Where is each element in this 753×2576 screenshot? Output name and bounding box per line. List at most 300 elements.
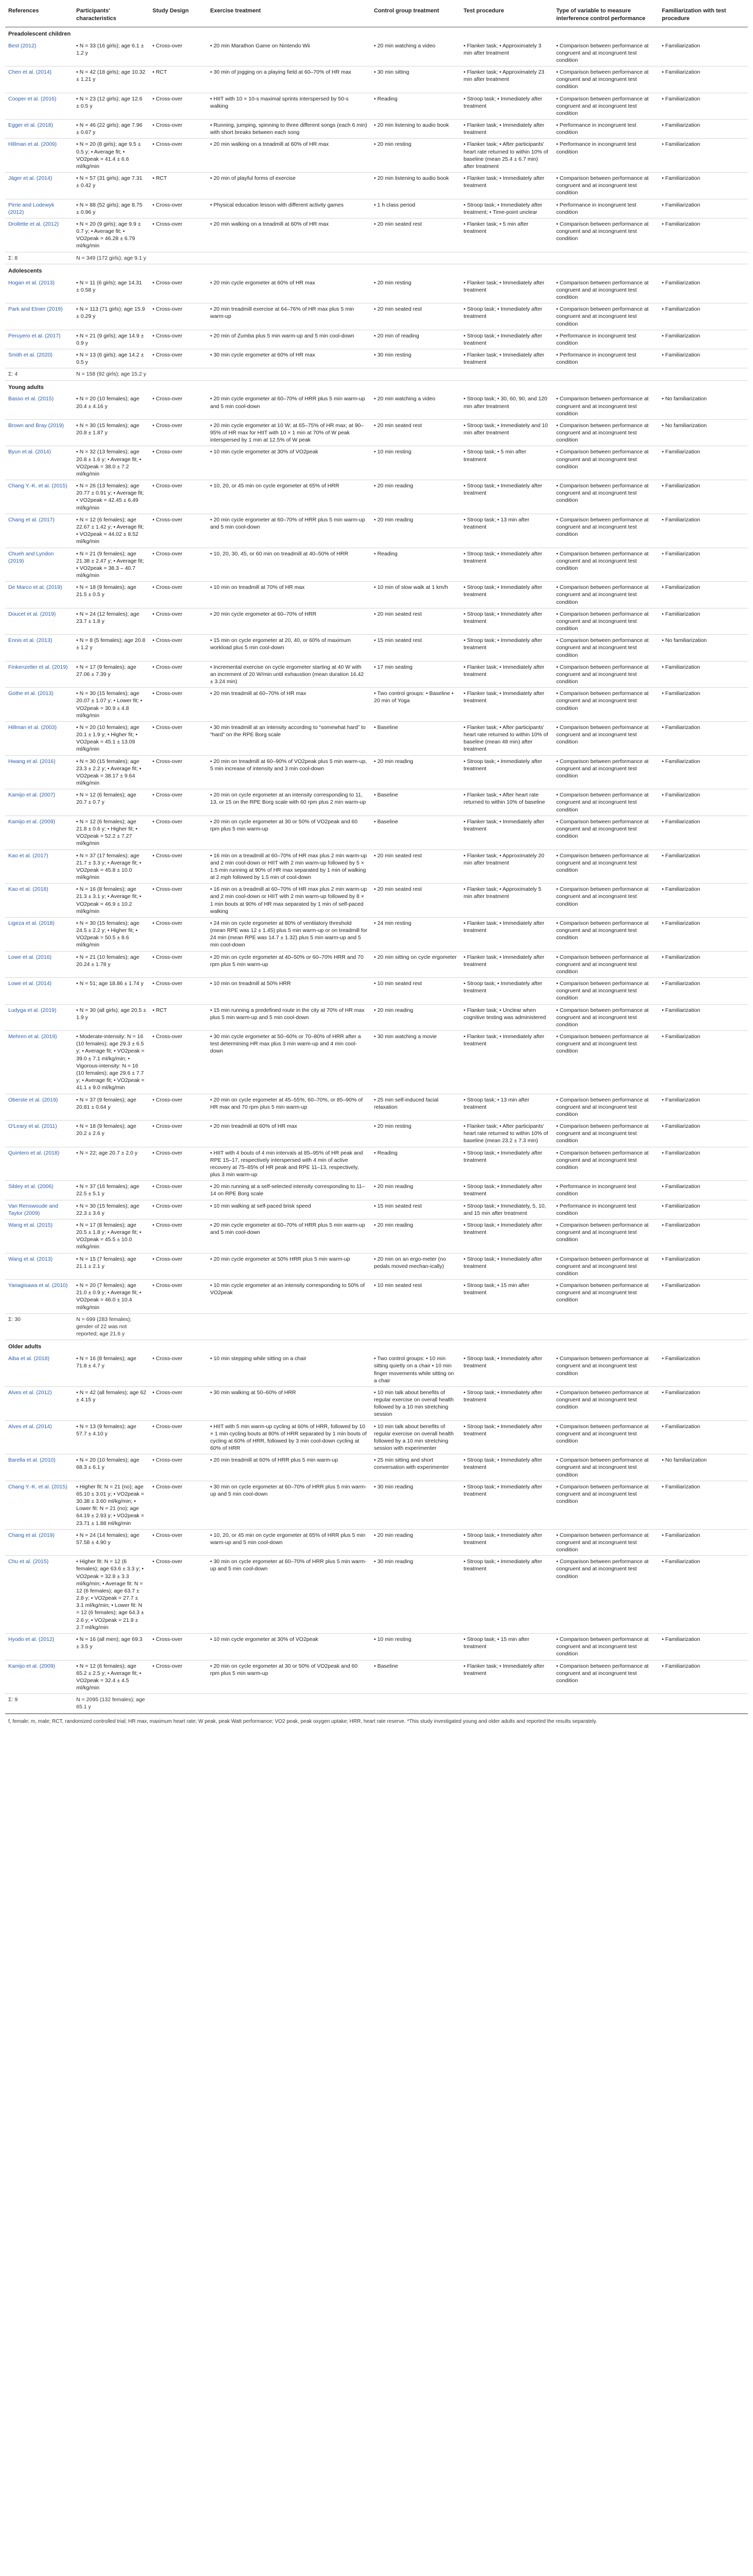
cell-control-treatment: • 20 min on an ergo-meter (no pedals moved mechan-ically) — [371, 1253, 460, 1280]
cell-familiarization: • Familiarization — [659, 1253, 748, 1280]
cell-exercise-treatment: • 10 min cycle ergometer at 30% of VO2peak — [207, 1634, 371, 1660]
cell-participants: • N = 24 (14 females); age 57.58 ± 4.90 y — [73, 1529, 149, 1556]
summary-count: Σ: 9 — [5, 1694, 73, 1713]
cell-reference[interactable]: Oberste et al. (2019) — [5, 1094, 73, 1121]
cell-variable-type: • Performance in incongruent test condition — [553, 199, 659, 218]
cell-test-procedure: • Flanker task; • Immediately after treatment — [460, 173, 553, 199]
cell-study-design: • Cross-over — [149, 884, 207, 918]
summary-empty-cell — [553, 1694, 659, 1713]
cell-participants: • N = 12 (6 females); age 21.8 ± 0.6 y; • Higher fit; • VO2peak = 52.2 ± 7.27 ml/kg/min — [73, 816, 149, 850]
summary-empty-cell — [149, 252, 207, 264]
cell-reference[interactable]: Chang et al. (2019) — [5, 1529, 73, 1556]
cell-test-procedure: • Flanker task; • Approximately 5 min after treatment — [460, 884, 553, 918]
cell-familiarization: • Familiarization — [659, 661, 748, 688]
cell-test-procedure: • Flanker task; • Immediately after treatment — [460, 917, 553, 951]
cell-variable-type: • Comparison between performance at congruent and at incongruent test condition — [553, 514, 659, 548]
cell-exercise-treatment: • 20 min treadmill at 60–70% of HR max — [207, 688, 371, 722]
cell-variable-type: • Performance in incongruent test condition — [553, 1181, 659, 1200]
cell-reference[interactable]: Chang Y.-K. et al. (2015) — [5, 480, 73, 514]
table-row — [5, 173, 748, 199]
cell-exercise-treatment: • 30 min on cycle ergometer at 60–70% of HRR plus 5 min warm-up and 5 min cool-down — [207, 1556, 371, 1634]
cell-test-procedure: • Stroop task; • Immediately after treatment; • Time-point unclear — [460, 199, 553, 218]
cell-reference[interactable]: Basso et al. (2015) — [5, 393, 73, 419]
cell-participants: • N = 30 (all girls); age 20.5 ± 1.9 y — [73, 1004, 149, 1031]
cell-test-procedure: • Flanker task; • After participants' heart rate returned to within 10% of baseline (mean 25.4 ± 6.7 min) after treatment — [460, 139, 553, 173]
cell-familiarization: • Familiarization — [659, 277, 748, 303]
cell-reference[interactable]: Kamijo et al. (2007) — [5, 789, 73, 816]
cell-participants: • N = 22; age 20.7 ± 2.0 y — [73, 1147, 149, 1181]
cell-study-design: • Cross-over — [149, 951, 207, 978]
cell-participants: • N = 37 (17 females); age 21.7 ± 3.3 y; • Average fit; • VO2peak = 45.8 ± 10.0 ml/kg/min — [73, 850, 149, 884]
cell-familiarization: • Familiarization — [659, 816, 748, 850]
table-row — [5, 1353, 748, 1386]
cell-control-treatment: • 10 min seated rest — [371, 1280, 460, 1314]
cell-exercise-treatment: • 20 min treadmill at 60% of HR max — [207, 1121, 371, 1147]
cell-control-treatment: • 20 min reading — [371, 1004, 460, 1031]
cell-study-design: • Cross-over — [149, 582, 207, 608]
cell-participants: • N = 16 (all men); age 69.3 ± 3.5 y — [73, 1634, 149, 1660]
cell-participants: • N = 8 (5 females); age 20.8 ± 1.2 y — [73, 635, 149, 662]
cell-variable-type: • Comparison between performance at congruent and at incongruent test condition — [553, 608, 659, 635]
cell-reference[interactable]: Park and Etnier (2019) — [5, 303, 73, 330]
cell-reference[interactable]: Chueh and Lyndon (2019) — [5, 548, 73, 582]
cell-test-procedure: • Stroop task; • Immediately after treatment — [460, 635, 553, 662]
table-row — [5, 1280, 748, 1314]
table-row — [5, 1200, 748, 1219]
table-row — [5, 393, 748, 419]
cell-participants: • N = 18 (9 females); age 21.5 ± 0.5 y — [73, 582, 149, 608]
cell-control-treatment: • 15 min seated rest — [371, 635, 460, 662]
cell-exercise-treatment: • 20 min treadmill at 60% of HRR plus 5 min warm-up — [207, 1454, 371, 1481]
cell-variable-type: • Performance in incongruent test condition — [553, 1200, 659, 1219]
cell-study-design: • Cross-over — [149, 1280, 207, 1314]
cell-control-treatment: • 20 min of reading — [371, 330, 460, 349]
cell-reference[interactable]: De Marco et al. (2019) — [5, 582, 73, 608]
cell-reference[interactable]: Cooper et al. (2016) — [5, 93, 73, 120]
cell-study-design: • Cross-over — [149, 277, 207, 303]
cell-control-treatment: • 30 min resting — [371, 349, 460, 368]
cell-control-treatment: • 20 min seated rest — [371, 884, 460, 918]
table-row — [5, 1481, 748, 1529]
table-body — [5, 27, 748, 1713]
cell-control-treatment: • 10 min talk about benefits of regular exercise on overall health followed by a 10 min stretching session with experimenter — [371, 1420, 460, 1454]
cell-variable-type: • Comparison between performance at congruent and at incongruent test condition — [553, 1004, 659, 1031]
cell-reference[interactable]: Hwang et al. (2016) — [5, 755, 73, 789]
summary-empty-cell — [371, 1694, 460, 1713]
cell-familiarization: • Familiarization — [659, 1386, 748, 1420]
cell-reference[interactable]: Quintero et al. (2018) — [5, 1147, 73, 1181]
cell-familiarization: • No familiarization — [659, 393, 748, 419]
cell-study-design: • Cross-over — [149, 120, 207, 139]
cell-exercise-treatment: • 20 min on cycle ergometer at 45–55%, 60–70%, or 85–90% of HR max and 70 rpm plus 5 min warm-up — [207, 1094, 371, 1121]
summary-empty-cell — [207, 1694, 371, 1713]
cell-familiarization: • Familiarization — [659, 1094, 748, 1121]
cell-test-procedure: • Stroop task; • Immediately after treatment — [460, 978, 553, 1005]
cell-exercise-treatment: • 30 min of jogging on a playing field at 60–70% of HR max — [207, 66, 371, 93]
cell-participants: • Moderate-intensity: N = 16 (10 females); age 29.3 ± 6.5 y; • Average fit; • VO2peak = 39.0 ± 7.1 ml/kg/min; • Vigorous-intensity: N = 16 (10 females); age 29.6 ± 7.7 y; • Average fit; • VO2peak = 41.1 ± 9.0 ml/kg/min — [73, 1031, 149, 1094]
cell-reference[interactable]: Wang et al. (2015) — [5, 1219, 73, 1253]
cell-control-treatment: • 25 min self-induced facial relaxation — [371, 1094, 460, 1121]
cell-reference[interactable]: Kamijo et al. (2009) — [5, 1660, 73, 1694]
summary-empty-cell — [371, 1313, 460, 1340]
cell-control-treatment: • 20 min seated rest — [371, 850, 460, 884]
cell-reference[interactable]: Barella et al. (2010) — [5, 1454, 73, 1481]
cell-participants: • N = 32 (13 females); age 20.8 ± 1.6 y; • Average fit; • VO2peak = 38.0 ± 7.2 ml/kg/min — [73, 446, 149, 480]
cell-reference[interactable]: Chang Y.-K. et al. (2015) — [5, 1481, 73, 1529]
cell-reference[interactable]: O'Leary et al. (2011) — [5, 1121, 73, 1147]
cell-variable-type: • Comparison between performance at congruent and at incongruent test condition — [553, 1147, 659, 1181]
table-row — [5, 951, 748, 978]
cell-study-design: • RCT — [149, 66, 207, 93]
cell-study-design: • Cross-over — [149, 1481, 207, 1529]
cell-exercise-treatment: • Physical education lesson with different activity games — [207, 199, 371, 218]
cell-exercise-treatment: • HIIT with 5 min warm-up cycling at 60% of HRR, followed by 10 × 1 min cycling bouts at 80% of HRR separated by 1 min bouts of cycling at 60% of HRR, followed by 3 min cool-down cycling at 60% of HRR — [207, 1420, 371, 1454]
summary-count: Σ: 8 — [5, 252, 73, 264]
cell-familiarization: • Familiarization — [659, 199, 748, 218]
cell-familiarization: • No familiarization — [659, 419, 748, 446]
summary-participants: N = 349 (172 girls); age 9.1 y — [73, 252, 149, 264]
cell-participants: • N = 88 (52 girls); age 8.75 ± 0.96 y — [73, 199, 149, 218]
cell-reference[interactable]: Ligeza et al. (2018) — [5, 917, 73, 951]
cell-exercise-treatment: • 20 min walking on a treadmill at 60% of HR max — [207, 218, 371, 252]
cell-exercise-treatment: • 20 min on cycle ergometer at an intensity corresponding to 11, 13, or 15 on the RPE Borg scale with 60 rpm plus 2 min warm-up — [207, 789, 371, 816]
cell-exercise-treatment: • 15 min running a predefined route in the city at 70% of HR max plus 5 min warm-up and 5 min cool-down — [207, 1004, 371, 1031]
document-page — [5, 0, 748, 1725]
cell-familiarization: • Familiarization — [659, 884, 748, 918]
cell-familiarization: • No familiarization — [659, 1454, 748, 1481]
cell-test-procedure: • Stroop task; • 15 min after treatment — [460, 1280, 553, 1314]
cell-exercise-treatment: • 10 min stepping while sitting on a chair — [207, 1353, 371, 1386]
cell-participants: • N = 21 (9 girls); age 14.9 ± 0.9 y — [73, 330, 149, 349]
cell-familiarization: • Familiarization — [659, 608, 748, 635]
table-row — [5, 884, 748, 918]
cell-study-design: • Cross-over — [149, 917, 207, 951]
cell-variable-type: • Comparison between performance at congruent and at incongruent test condition — [553, 93, 659, 120]
table-row — [5, 66, 748, 93]
cell-familiarization: • Familiarization — [659, 93, 748, 120]
cell-study-design: • Cross-over — [149, 419, 207, 446]
header-references: References — [5, 4, 73, 27]
cell-variable-type: • Comparison between performance at congruent and at incongruent test condition — [553, 1420, 659, 1454]
header-control-treatment: Control group treatment — [371, 4, 460, 27]
cell-exercise-treatment: • 16 min on a treadmill at 60–70% of HR max plus 2 min warm-up and 2 min cool-down or HIIT with 2 min warm-up followed by 5 × 1.5 min running at 90% of HR max separated by 1 min of walking at 2 mph followed by 1.5 min of cool-down — [207, 850, 371, 884]
cell-reference[interactable]: Drollette et al. (2012) — [5, 218, 73, 252]
table-row — [5, 1121, 748, 1147]
cell-exercise-treatment: • 20 min cycle ergometer at 10 W; at 65–75% of HR max; at 90–95% of HR max for HIIT with 10 × 1 min at 70% of W peak interspersed by 1 min at 12.5% of W peak — [207, 419, 371, 446]
cell-exercise-treatment: • 20 min cycle ergometer at 60–70% of HRR plus 5 min warm-up and 5 min cool-down — [207, 1219, 371, 1253]
cell-reference[interactable]: Kamijo et al. (2009) — [5, 816, 73, 850]
cell-study-design: • Cross-over — [149, 1147, 207, 1181]
cell-reference[interactable]: Doucet et al. (2019) — [5, 608, 73, 635]
table-row — [5, 1556, 748, 1634]
cell-participants: • N = 20 (10 females); age 20.4 ± 4.16 y — [73, 393, 149, 419]
cell-control-treatment: • 1 h class period — [371, 199, 460, 218]
cell-variable-type: • Comparison between performance at congruent and at incongruent test condition — [553, 635, 659, 662]
cell-participants: • N = 20 (10 females); age 20.1 ± 1.9 y; • Higher fit; • VO2peak = 45.1 ± 13.09 ml/kg/min — [73, 721, 149, 755]
cell-study-design: • Cross-over — [149, 1634, 207, 1660]
cell-control-treatment: • 20 min resting — [371, 1121, 460, 1147]
cell-variable-type: • Comparison between performance at congruent and at incongruent test condition — [553, 661, 659, 688]
cell-participants: • N = 15 (7 females); age 21.1 ± 2.1 y — [73, 1253, 149, 1280]
cell-control-treatment: • 17 min seating — [371, 661, 460, 688]
summary-empty-cell — [207, 1313, 371, 1340]
table-row — [5, 978, 748, 1005]
cell-control-treatment: • 20 min reading — [371, 1181, 460, 1200]
cell-control-treatment: • 30 min reading — [371, 1481, 460, 1529]
cell-exercise-treatment: • 20 min on cycle ergometer at 40–50% or 60–70% HRR and 70 rpm plus 5 min warm-up — [207, 951, 371, 978]
cell-familiarization: • Familiarization — [659, 978, 748, 1005]
cell-reference[interactable]: Hyodo et al. (2012) — [5, 1634, 73, 1660]
cell-reference[interactable]: Ennis et al. (2013) — [5, 635, 73, 662]
cell-variable-type: • Comparison between performance at congruent and at incongruent test condition — [553, 1219, 659, 1253]
cell-test-procedure: • Flanker task; • Immediately after treatment — [460, 661, 553, 688]
table-row — [5, 303, 748, 330]
summary-empty-cell — [371, 252, 460, 264]
cell-control-treatment: • 20 min reading — [371, 480, 460, 514]
cell-participants: • N = 33 (16 girls); age 6.1 ± 1.2 y — [73, 40, 149, 66]
cell-test-procedure: • Stroop task; • Immediately after treatment — [460, 1420, 553, 1454]
summary-participants: N = 699 (283 females); gender of 22 was not reported; age 21.6 y — [73, 1313, 149, 1340]
cell-participants: • N = 21 (10 females); age 20.24 ± 1.78 y — [73, 951, 149, 978]
table-row — [5, 661, 748, 688]
cell-exercise-treatment: • 20 min treadmill exercise at 64–76% of HR max plus 5 min warm-up — [207, 303, 371, 330]
cell-exercise-treatment: • 10 min on treadmill at 50% HRR — [207, 978, 371, 1005]
cell-reference[interactable]: Alves et al. (2012) — [5, 1386, 73, 1420]
cell-study-design: • Cross-over — [149, 40, 207, 66]
cell-control-treatment: • 24 min resting — [371, 917, 460, 951]
header-participants: Participants' characteristics — [73, 4, 149, 27]
summary-row — [5, 368, 748, 380]
cell-exercise-treatment: • 20 min cycle ergometer at 60% of HR max — [207, 277, 371, 303]
cell-test-procedure: • Flanker task; • Approximately 3 min after treatment — [460, 40, 553, 66]
cell-study-design: • Cross-over — [149, 1031, 207, 1094]
cell-control-treatment: • 20 min seated rest — [371, 303, 460, 330]
cell-participants: • N = 16 (8 females); age 21.3 ± 3.1 y; • Average fit; • VO2peak = 46.9 ± 10.2 ml/kg/min — [73, 884, 149, 918]
cell-reference[interactable]: Hogan et al. (2013) — [5, 277, 73, 303]
cell-reference[interactable]: Chang et al. (2017) — [5, 514, 73, 548]
table-row — [5, 139, 748, 173]
cell-familiarization: • Familiarization — [659, 139, 748, 173]
summary-count: Σ: 4 — [5, 368, 73, 380]
cell-exercise-treatment: • 30 min walking at 50–60% of HRR — [207, 1386, 371, 1420]
cell-test-procedure: • Stroop task; • Immediately after treatment — [460, 330, 553, 349]
summary-empty-cell — [553, 1313, 659, 1340]
cell-reference[interactable]: Hillman et al. (2009) — [5, 139, 73, 173]
cell-study-design: • Cross-over — [149, 608, 207, 635]
cell-variable-type: • Comparison between performance at congruent and at incongruent test condition — [553, 66, 659, 93]
table-row — [5, 635, 748, 662]
cell-variable-type: • Comparison between performance at congruent and at incongruent test condition — [553, 978, 659, 1005]
cell-reference[interactable]: Egger et al. (2018) — [5, 120, 73, 139]
cell-study-design: • Cross-over — [149, 1556, 207, 1634]
cell-familiarization: • Familiarization — [659, 1353, 748, 1386]
cell-reference[interactable]: Kao et al. (2017) — [5, 850, 73, 884]
section-title: Adolescents — [8, 267, 42, 274]
cell-reference[interactable]: Chu et al. (2015) — [5, 1556, 73, 1634]
cell-study-design: • Cross-over — [149, 1181, 207, 1200]
cell-participants: • N = 20 (9 girls); age 9.9 ± 0.7 y; • Average fit; • VO2peak = 46.28 ± 6.79 ml/kg/min — [73, 218, 149, 252]
cell-variable-type: • Comparison between performance at congruent and at incongruent test condition — [553, 1660, 659, 1694]
cell-reference[interactable]: Brown and Bray (2019) — [5, 419, 73, 446]
cell-test-procedure: • Stroop task; • Immediately after treatment — [460, 303, 553, 330]
cell-variable-type: • Comparison between performance at congruent and at incongruent test condition — [553, 480, 659, 514]
cell-study-design: • Cross-over — [149, 816, 207, 850]
cell-reference[interactable]: Hillman et al. (2003) — [5, 721, 73, 755]
summary-row — [5, 1694, 748, 1713]
cell-exercise-treatment: • 20 min walking on a treadmill at 60% of HR max — [207, 139, 371, 173]
cell-reference[interactable]: Kao et al. (2018) — [5, 884, 73, 918]
summary-empty-cell — [149, 1694, 207, 1713]
cell-reference[interactable]: Finkenzeller et al. (2019) — [5, 661, 73, 688]
cell-study-design: • Cross-over — [149, 1660, 207, 1694]
cell-control-treatment: • Baseline — [371, 1660, 460, 1694]
cell-test-procedure: • Flanker task; • Unclear when cognitive testing was administered — [460, 1004, 553, 1031]
table-row — [5, 1219, 748, 1253]
table-row — [5, 1454, 748, 1481]
cell-variable-type: • Comparison between performance at congruent and at incongruent test condition — [553, 884, 659, 918]
section-title: Preadolescent children — [8, 30, 71, 37]
cell-variable-type: • Comparison between performance at congruent and at incongruent test condition — [553, 789, 659, 816]
cell-test-procedure: • Flanker task; • Approximately 23 min after treatment — [460, 66, 553, 93]
cell-exercise-treatment: • 16 min on a treadmill at 60–70% of HR max plus 2 min warm-up and 2 min cool-down or HIIT with 2 min warm-up followed by 8 × 1 min bouts at 90% of HR max separated by 1 min of self-paced walking — [207, 884, 371, 918]
cell-exercise-treatment: • 20 min Marathon Game on Nintendo Wii — [207, 40, 371, 66]
cell-variable-type: • Performance in incongruent test condition — [553, 139, 659, 173]
cell-reference[interactable]: Lowe et al. (2014) — [5, 978, 73, 1005]
table-row — [5, 514, 748, 548]
table-row — [5, 548, 748, 582]
cell-reference[interactable]: Chen et al. (2014) — [5, 66, 73, 93]
cell-control-treatment: • 25 min sitting and short conversation with experimenter — [371, 1454, 460, 1481]
cell-reference[interactable]: Lowe et al. (2016) — [5, 951, 73, 978]
cell-reference[interactable]: Gothe et al. (2013) — [5, 688, 73, 722]
cell-familiarization: • Familiarization — [659, 755, 748, 789]
cell-test-procedure: • Stroop task; • Immediately after treatment — [460, 1253, 553, 1280]
summary-empty-cell — [553, 368, 659, 380]
cell-participants: • N = 17 (8 females); age 20.5 ± 1.8 y; • Average fit; • VO2peak = 45.5 ± 10.0 ml/kg/min — [73, 1219, 149, 1253]
cell-variable-type: • Comparison between performance at congruent and at incongruent test condition — [553, 582, 659, 608]
cell-reference[interactable]: Best (2012) — [5, 40, 73, 66]
cell-study-design: • Cross-over — [149, 1094, 207, 1121]
cell-reference[interactable]: Ludyga et al. (2019) — [5, 1004, 73, 1031]
cell-familiarization: • Familiarization — [659, 1004, 748, 1031]
cell-participants: • N = 37 (9 females); age 20.81 ± 0.64 y — [73, 1094, 149, 1121]
cell-test-procedure: • Stroop task; • 30, 60, 90, and 120 min after treatment — [460, 393, 553, 419]
cell-familiarization: • Familiarization — [659, 1200, 748, 1219]
cell-reference[interactable]: Mehren et al. (2019) — [5, 1031, 73, 1094]
table-row — [5, 1634, 748, 1660]
cell-study-design: • Cross-over — [149, 1219, 207, 1253]
cell-study-design: • Cross-over — [149, 1121, 207, 1147]
cell-test-procedure: • Flanker task; • Immediately after treatment — [460, 816, 553, 850]
cell-participants: • N = 30 (15 females); age 24.5 ± 2.2 y; • Higher fit; • VO2peak = 50.5 ± 8.6 ml/kg/min — [73, 917, 149, 951]
cell-participants: • N = 13 (9 females); age 57.7 ± 4.10 y — [73, 1420, 149, 1454]
table-row — [5, 755, 748, 789]
cell-variable-type: • Comparison between performance at congruent and at incongruent test condition — [553, 721, 659, 755]
table-row — [5, 218, 748, 252]
table-row — [5, 277, 748, 303]
cell-familiarization: • Familiarization — [659, 789, 748, 816]
cell-familiarization: • Familiarization — [659, 1219, 748, 1253]
cell-familiarization: • Familiarization — [659, 303, 748, 330]
cell-control-treatment: • 10 min seated rest — [371, 978, 460, 1005]
cell-reference[interactable]: Jäger et al. (2014) — [5, 173, 73, 199]
cell-variable-type: • Comparison between performance at congruent and at incongruent test condition — [553, 218, 659, 252]
cell-reference[interactable]: Pirrie and Lodewyk (2012) — [5, 199, 73, 218]
cell-exercise-treatment: • 20 min on treadmill at 60–90% of VO2peak plus 5 min warm-up, 5 min increase of intensity and 3 min cool-down — [207, 755, 371, 789]
cell-variable-type: • Comparison between performance at congruent and at incongruent test condition — [553, 688, 659, 722]
cell-reference[interactable]: Sibley et al. (2006) — [5, 1181, 73, 1200]
cell-test-procedure: • Stroop task; • Immediately after treatment — [460, 480, 553, 514]
cell-control-treatment: • Reading — [371, 1147, 460, 1181]
cell-variable-type: • Comparison between performance at congruent and at incongruent test condition — [553, 1454, 659, 1481]
table-row — [5, 1094, 748, 1121]
cell-test-procedure: • Stroop task; • Immediately after treatment — [460, 93, 553, 120]
cell-study-design: • Cross-over — [149, 789, 207, 816]
cell-test-procedure: • Stroop task; • 13 min after treatment — [460, 514, 553, 548]
cell-familiarization: • Familiarization — [659, 120, 748, 139]
cell-exercise-treatment: • Running, jumping, spinning to three different songs (each 6 min) with short breaks between each song — [207, 120, 371, 139]
cell-reference[interactable]: Smith et al. (2020) — [5, 349, 73, 368]
cell-test-procedure: • Stroop task; • Immediately after treatment — [460, 1147, 553, 1181]
cell-test-procedure: • Stroop task; • Immediately after treatment — [460, 1556, 553, 1634]
cell-reference[interactable]: Aiba et al. (2018) — [5, 1353, 73, 1386]
cell-control-treatment: • 20 min resting — [371, 277, 460, 303]
cell-participants: • Higher fit: N = 12 (6 females); age 63.6 ± 3.3 y; • VO2peak = 32.8 ± 3.3 ml/kg/min; • Average fit: N = 12 (6 females); age 63.7 ± 2.8 y; • VO2peak = 27.7 ± 3.1 ml/kg/min; • Lower fit: N = 12 (6 females); age 64.3 ± 2.6 y; • VO2peak = 21.9 ± 2.7 ml/kg/min — [73, 1556, 149, 1634]
cell-exercise-treatment: • 20 min of playful forms of exercise — [207, 173, 371, 199]
cell-familiarization: • Familiarization — [659, 1181, 748, 1200]
cell-study-design: • Cross-over — [149, 688, 207, 722]
cell-participants: • N = 17 (9 females); age 27.06 ± 7.39 y — [73, 661, 149, 688]
table-row — [5, 917, 748, 951]
cell-participants: • N = 113 (71 girls); age 15.9 ± 0.29 y — [73, 303, 149, 330]
cell-participants: • N = 30 (15 females); age 20.07 ± 1.07 y; • Lower fit; • VO2peak = 30.9 ± 4.8 ml/kg/min — [73, 688, 149, 722]
cell-study-design: • Cross-over — [149, 978, 207, 1005]
cell-test-procedure: • Stroop task; • Immediately after treatment — [460, 1219, 553, 1253]
cell-familiarization: • Familiarization — [659, 349, 748, 368]
cell-participants: • N = 12 (6 females); age 65.2 ± 2.5 y; • Average fit; • VO2peak = 32.4 ± 4.5 ml/kg/min — [73, 1660, 149, 1694]
cell-familiarization: • Familiarization — [659, 480, 748, 514]
cell-reference[interactable]: Wang et al. (2013) — [5, 1253, 73, 1280]
cell-familiarization: • Familiarization — [659, 40, 748, 66]
cell-familiarization: • Familiarization — [659, 688, 748, 722]
table-row — [5, 1660, 748, 1694]
summary-empty-cell — [553, 252, 659, 264]
cell-reference[interactable]: Alves et al. (2014) — [5, 1420, 73, 1454]
cell-study-design: • Cross-over — [149, 1529, 207, 1556]
table-row — [5, 1004, 748, 1031]
cell-participants: • N = 11 (6 girls); age 14.31 ± 0.58 y — [73, 277, 149, 303]
cell-test-procedure: • Stroop task; • Immediately after treatment — [460, 1454, 553, 1481]
cell-exercise-treatment: • 10 min cycle ergometer at an intensity corresponding to 50% of VO2peak — [207, 1280, 371, 1314]
cell-participants: • N = 42 (18 girls); age 10.32 ± 1.21 y — [73, 66, 149, 93]
cell-variable-type: • Comparison between performance at congruent and at incongruent test condition — [553, 1634, 659, 1660]
cell-reference[interactable]: Yanagisawa et al. (2010) — [5, 1280, 73, 1314]
cell-familiarization: • Familiarization — [659, 330, 748, 349]
cell-reference[interactable]: Byun et al. (2014) — [5, 446, 73, 480]
cell-exercise-treatment: • 20 min on cycle ergometer at 30 or 50% of VO2peak and 60 rpm plus 5 min warm-up — [207, 1660, 371, 1694]
header-study-design: Study Design — [149, 4, 207, 27]
cell-test-procedure: • Stroop task; • Immediately after treatment — [460, 1181, 553, 1200]
cell-reference[interactable]: Van Renswoude and Taylor (2009) — [5, 1200, 73, 1219]
cell-test-procedure: • Stroop task; • Immediately and 10 min after treatment — [460, 419, 553, 446]
section-row — [5, 1340, 748, 1353]
cell-participants: • N = 30 (15 females); age 23.3 ± 2.2 y; • Average fit; • VO2peak = 38.17 ± 9.64 ml/kg/min — [73, 755, 149, 789]
cell-reference[interactable]: Peruyero et al. (2017) — [5, 330, 73, 349]
cell-control-treatment: • 20 min seated rest — [371, 419, 460, 446]
cell-familiarization: • Familiarization — [659, 446, 748, 480]
cell-study-design: • Cross-over — [149, 393, 207, 419]
table-row — [5, 850, 748, 884]
